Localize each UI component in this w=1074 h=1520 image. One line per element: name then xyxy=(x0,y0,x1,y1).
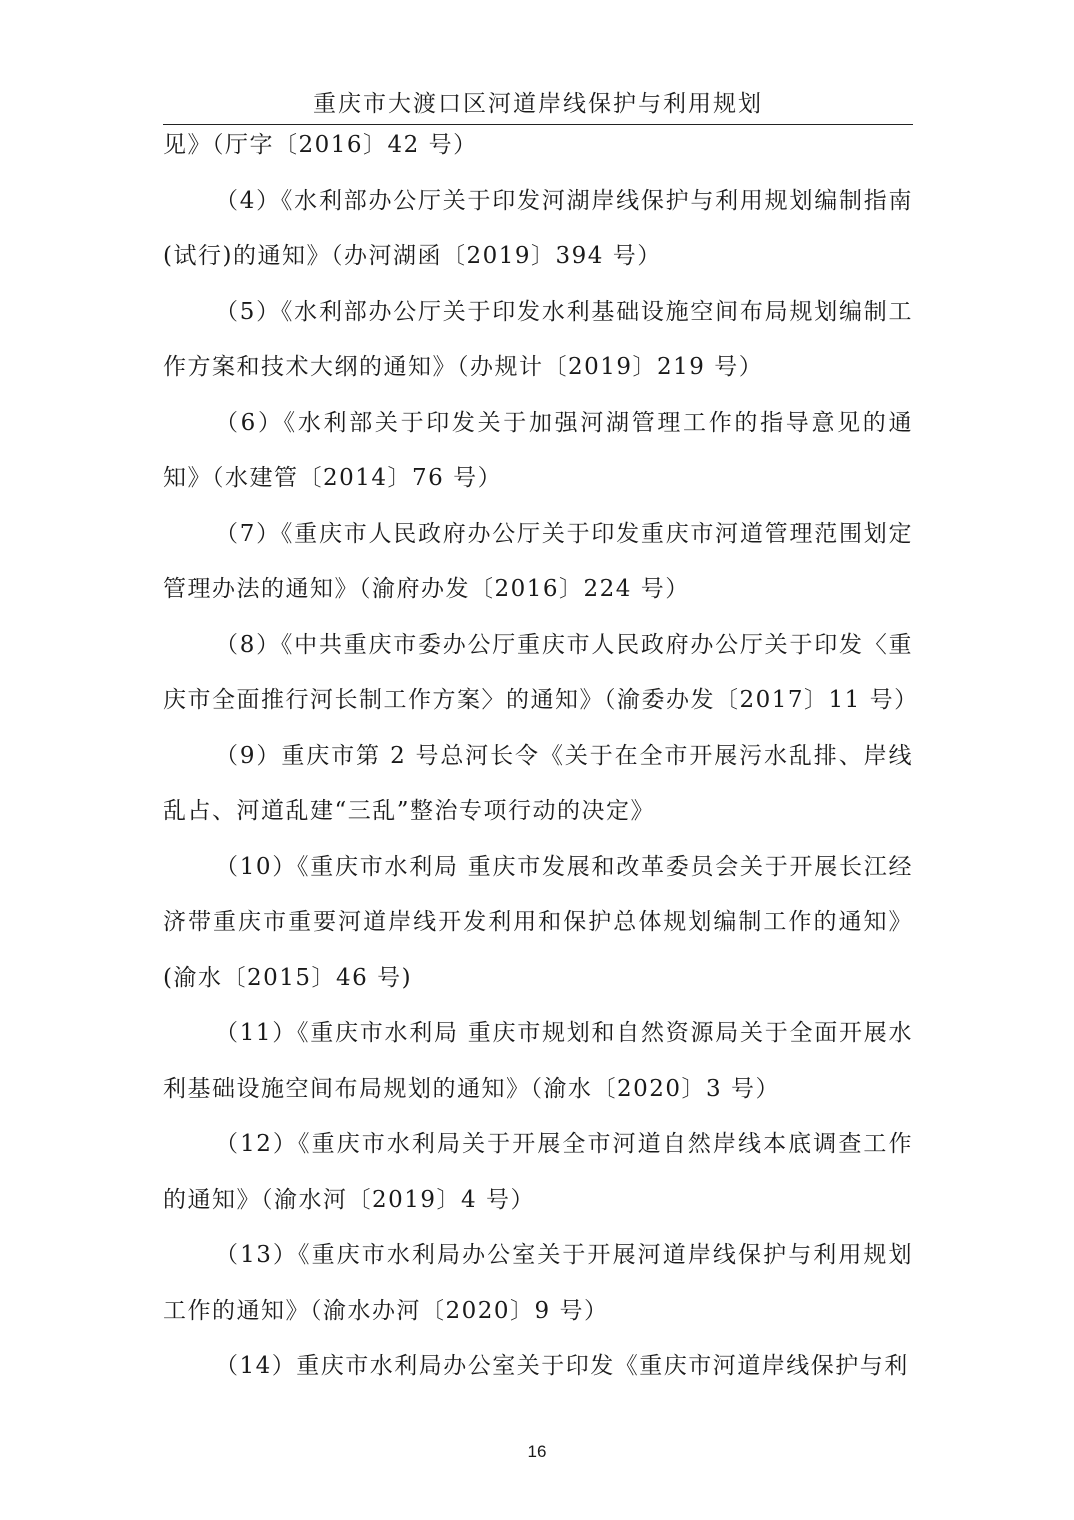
reference-item: （11）《重庆市水利局 重庆市规划和自然资源局关于全面开展水利基础设施空间布局规划的通知》（渝水〔2020〕3 号） xyxy=(163,1020,913,1102)
reference-item: （13）《重庆市水利局办公室关于开展河道岸线保护与利用规划工作的通知》（渝水办河〔2020〕9 号） xyxy=(163,1242,913,1324)
reference-item: （10）《重庆市水利局 重庆市发展和改革委员会关于开展长江经济带重庆市重要河道岸线开发利用和保护总体规划编制工作的通知》(渝水〔2015〕46 号) xyxy=(163,853,913,991)
reference-item: （14）重庆市水利局办公室关于印发《重庆市河道岸线保护与利 xyxy=(215,1353,909,1379)
reference-item: （5）《水利部办公厅关于印发水利基础设施空间布局规划编制工作方案和技术大纲的通知》（办规计〔2019〕219 号） xyxy=(163,298,913,380)
reference-item: （8）《中共重庆市委办公厅重庆市人民政府办公厅关于印发〈重庆市全面推行河长制工作方案〉的通知》（渝委办发〔2017〕11 号） xyxy=(163,631,919,713)
page-number: 16 xyxy=(527,1442,547,1461)
running-header-title: 重庆市大渡口区河道岸线保护与利用规划 xyxy=(313,91,763,117)
reference-item: （7）《重庆市人民政府办公厅关于印发重庆市河道管理范围划定管理办法的通知》（渝府办发〔2016〕224 号） xyxy=(163,520,913,602)
reference-item: （6）《水利部关于印发关于加强河湖管理工作的指导意见的通知》（水建管〔2014〕76 号） xyxy=(163,409,913,491)
reference-item: （9）重庆市第 2 号总河长令《关于在全市开展污水乱排、岸线乱占、河道乱建“三乱”整治专项行动的决定》 xyxy=(163,742,913,824)
reference-item: （4）《水利部办公厅关于印发河湖岸线保护与利用规划编制指南(试行)的通知》（办河湖函〔2019〕394 号） xyxy=(163,187,913,269)
document-body xyxy=(163,118,919,1395)
reference-item: （12）《重庆市水利局关于开展全市河道自然岸线本底调查工作的通知》（渝水河〔2019〕4 号） xyxy=(163,1131,913,1213)
paragraph-continued: 见》（厅字〔2016〕42 号） xyxy=(163,132,478,158)
